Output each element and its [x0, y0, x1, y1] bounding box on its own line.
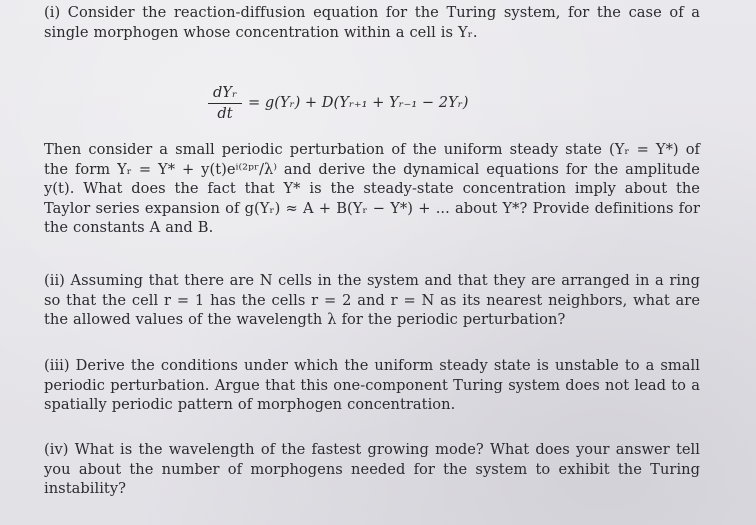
equation-derivative: [208, 84, 242, 123]
question-iv-body: (iv) What is the wavelength of the fastest growing mode? What does your answer tell you about the number of morphogens needed for the system to exhibit the Turing instability?: [44, 441, 700, 498]
question-i-followup: [44, 140, 700, 238]
question-iv-text: [44, 440, 700, 499]
question-i-text: [44, 3, 700, 42]
question-ii-text: [44, 271, 700, 330]
equation-rhs: = g(Yᵣ) + D(Yᵣ₊₁ + Yᵣ₋₁ − 2Yᵣ): [248, 94, 469, 111]
fraction-bar: [208, 103, 242, 104]
equation-denominator: dt: [217, 105, 233, 122]
question-iii-text: [44, 356, 700, 415]
question-ii-body: (ii) Assuming that there are N cells in the system and that they are arranged in a ring so that the cell r = 1 has the cells r = 2 and r = N as its nearest neighbors, what are the allowed values of the wavelength λ for the periodic perturbation?: [44, 272, 700, 329]
equation-numerator: dYᵣ: [212, 84, 238, 101]
question-iii-body: (iii) Derive the conditions under which the uniform steady state is unstable to a small periodic perturbation. Argue that this one-component Turing system does not lead to a spatially periodic pattern of morphogen concentration.: [44, 357, 700, 414]
question-i-followup-body: Then consider a small periodic perturbation of the uniform steady state (Yᵣ = Y*) of the form Yᵣ = Y* + y(t)eⁱ⁽²ᵖʳ/λ⁾ and derive the dynamical equations for the amplitude y(t). What does the fact that Y* is the steady-state concentration imply about the Taylor series expansion of g(Yᵣ) ≈ A + B(Yᵣ − Y*) + ... about Y*? Provide definitions for the constants A and B.: [44, 141, 700, 237]
question-i-body: (i) Consider the reaction-diffusion equation for the Turing system, for the case of a single morphogen whose concentration within a cell is Yᵣ.: [44, 4, 700, 41]
reaction-diffusion-equation: [208, 84, 548, 128]
